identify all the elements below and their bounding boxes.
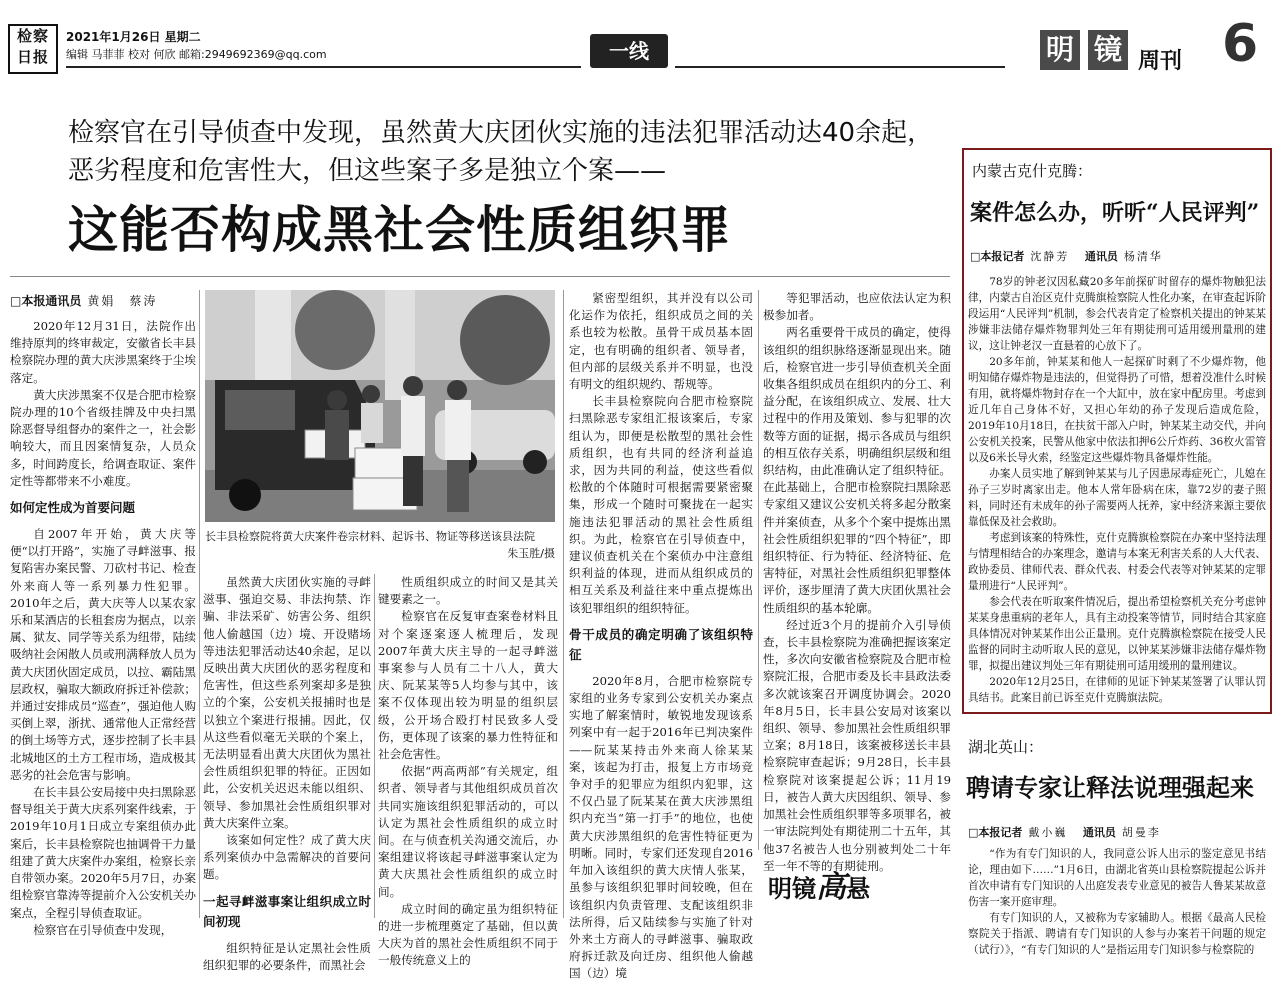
paragraph: 长丰县检察院向合肥市检察院扫黑除恶专家组汇报该案后，专家组认为，即便是松散型的黑社会性质组织，也有共同的经济利益追求，因为共同的利益，使这些看似松散的个体随时可根据需要紧密聚集，形成一个随时可聚拢在一起实施违法犯罪活动的黑社会性质组织。为此，检察官在引导侦查中，建议侦查机关在个案侦办中注意组织利益的体现，进而从组织成员的相互关系及利益往来中重点提炼出该犯罪组织的组织特征。	[569, 394, 753, 615]
column-divider	[199, 290, 200, 918]
paragraph: 在长丰县公安局接中央扫黑除恶督导组关于黄大庆系列案件线索，于2019年10月1日成立专案组侦办此案后，长丰县检察院也抽调骨干力量组建了黄大庆案件办案组，检察长亲自带领办案。2020年5月7日，办案组检察官靠涛等提前介入公安机关办案点，全程引导侦查取证。	[10, 785, 196, 920]
byline-names: 胡曼李	[1121, 826, 1161, 839]
paragraph: 有专门知识的人，又被称为专家辅助人。根据《最高人民检察院关于指派、聘请有专门知识的人参与办案若干问题的规定（试行）》，“有专门知识的人”是指运用专门知识参与检察院的	[968, 912, 1266, 956]
headline-rule	[10, 276, 950, 277]
paragraph: 组织特征是认定黑社会性质组织犯罪的必要条件，而黑社会	[203, 940, 371, 972]
photo-credit: 朱玉胜/摄	[507, 547, 555, 560]
sidebar2-region: 湖北英山：	[968, 738, 1044, 756]
paragraph: 2020年8月，合肥市检察院专家组的业务专家到公安机关办案点实地了解案情时，敏锐地发现该系列案中有一起于2016年已判决案件——阮某某持击外来商人徐某某案，该起为打击，报复上方市场竞争对手的犯罪应为组织内犯罪，这不仅凸显了阮某某在黄大庆涉黑组织内充当“第一打手”的地位，也使黄大庆涉黑组织的危害性特征更为明晰。同时，专家们还发现自2016年加入该组织的黄大庆情人张某，虽参与该组织犯罪时间较晚，但在该组织内负责管理、支配该组织非法所得，后又陆续参与实施了针对外来土方商人的寻衅滋事、骗取政府拆迁款及向迁房、组织他人偷越国（边）境	[569, 673, 753, 981]
paragraph: 紧密型组织，其并没有以公司化运作为依托，组织成员之间的关系也较为松散。虽骨干成员基本固定，也有明确的组织者、领导者，但内部的层级关系并不明显，也没有明文的组织规约、帮规等。	[569, 291, 753, 392]
sidebar2-body	[968, 846, 1266, 956]
paragraph: 78岁的钟老汉因私藏20多年前探矿时留存的爆炸物触犯法律，内蒙古自治区克什克腾旗检察院人性化办案，在审查起诉阶段运用“人民评判”机制，参会代表肯定了检察机关提出的钟某某涉嫌非法储存爆炸物罪判处三年有期徒刑可适用缓刑量刑的建议，这让钟老汉一直悬着的心放下了。	[968, 276, 1266, 352]
byline-label: □本报记者	[968, 826, 1023, 839]
section-badge: 一线	[590, 34, 668, 68]
paragraph: 参会代表在听取案件情况后，提出希望检察机关充分考虑钟某某身患重病的老年人，具有主动投案等情节，同时结合其家庭具体情况对钟某某作出公正量刑。克什克腾旗检察院在接受人民监督的同时主动听取人民的意见，以钟某某涉嫌非法储存爆炸物罪，拟提出建议判处三年有期徒刑可适用缓刑的量刑建议。	[968, 596, 1266, 672]
sidebar-region: 内蒙古克什克腾：	[972, 162, 1093, 180]
sidebar2-headline: 聘请专家让释法说理强起来	[966, 773, 1254, 802]
column-divider	[563, 290, 564, 918]
paragraph: 依据“两高两部”有关规定，组织者、领导者与其他组织成员首次共同实施该组织犯罪活动的，可以认定为黑社会性质组织的成立时间。在与侦查机关沟通交流后，办案组建议将该起寻衅滋事案认定为黄大庆黑社会性质组织的成立时间。	[378, 764, 558, 899]
masthead-rule-left	[66, 66, 581, 68]
caption-text: 长丰县检察院将黄大庆案件卷宗材料、起诉书、物证等移送该县法院	[205, 530, 535, 543]
paragraph: 考虑到该案的特殊性，克什克腾旗检察院在办案中坚持法理与情理相结合的办案理念，邀请与本案无利害关系的人大代表、政协委员、律师代表、群众代表、村委会代表等对钟某某的定罪量刑进行“人民评判”。	[968, 532, 1266, 592]
paragraph: 检察官在反复审查案卷材料且对个案逐案逐人梳理后，发现2007年黄大庆主导的一起寻衅滋事案参与人员有二十八人，黄大庆、阮某某等5人均参与其中，该案不仅体现出较为明显的组织层级，公开场合殴打村民致多人受伤，更体现了该案的暴力性特征和社会危害性。	[378, 609, 558, 762]
newspaper-logo: 检察日报	[8, 24, 58, 74]
byline-label: 通讯员	[1082, 826, 1116, 839]
subheading: 如何定性成为首要问题	[10, 500, 136, 516]
photo-caption	[205, 528, 555, 562]
mingjing-gaoxuan-logo	[768, 862, 870, 906]
sidebar2-byline	[968, 824, 1161, 840]
column-divider	[758, 290, 759, 850]
paragraph: 20多年前，钟某某和他人一起探矿时剩了不少爆炸物，他明知储存爆炸物是违法的，但觉得扔了可惜，想着没准什么时候有用，就将爆炸物封存在一个大缸中，放在家中配房里。考虑到近几年自己身体不好，又担心年幼的孙子发现后造成危险，2019年10月18日，在扶贫干部入户时，钟某某主动交代，并向公安机关投案，民警从他家中依法扣押6公斤炸药、36枚火雷管以及6米长导火索，经鉴定这些爆炸物具备爆炸性能。	[968, 356, 1266, 464]
article-column-4	[569, 290, 753, 981]
byline-names: 黄娟 蔡涛	[87, 294, 158, 308]
court-transfer-photo	[205, 290, 555, 522]
article-byline	[10, 292, 157, 309]
article-column-2	[203, 574, 371, 972]
paragraph: 自2007年开始，黄大庆等便“以打开路”，实施了寻衅滋事、报复陷害办案民警、刀砍村书记、检查外来商人等一系列暴力性犯罪。2010年之后，黄大庆等人以某农家乐和某酒店的长租套房为据点，以亲属、狱友、同学等关系为纽带，陆续吸纳社会闲散人员或刑满释放人员为黄大庆团伙固定成员，以拉、霸陆黑层政权，骗取大额政府拆迁补偿款；并通过安排成员“巡查”，强迫他人购买倒上翠，浙扰、通常他人正常经营的倒土场等方式，逐步控制了长丰县北城地区的土方工程市场，造成极其恶劣的社会危害与影响。	[10, 527, 196, 782]
photo-illustration	[205, 290, 555, 522]
paragraph: “作为有专门知识的人，我同意公诉人出示的鉴定意见书结论，理由如下……”1月6日，由湖北省英山县检察院提起公诉并首次申请有专门知识的人出庭发表专业意见的被告人鲁某某故意伤害一案开庭审理。	[968, 848, 1266, 908]
article-column-5	[763, 290, 951, 873]
paragraph: 检察官在引导侦查中发现，	[33, 922, 173, 937]
paragraph: 该案如何定性？成了黄大庆系列案侦办中急需解决的首要问题。	[203, 833, 371, 882]
editor-credits: 编辑 马菲菲 校对 何欣 邮箱:2949692369@qq.com	[66, 48, 327, 61]
paragraph: 性质组织成立的时间又是其关键要素之一。	[378, 575, 558, 607]
issue-date: 2021年1月26日 星期二	[66, 30, 201, 44]
subheading: 骨干成员的确定明确了该组织特征	[569, 626, 753, 662]
logo-text-3: 悬	[846, 874, 870, 903]
paragraph: 虽然黄大庆团伙实施的寻衅滋事、强迫交易、非法拘禁、诈骗、非法采矿、妨害公务、组织他人偷越国（边）境、开设赌场等违法犯罪活动达40余起，足以反映出黄大庆团伙的恶劣程度和危害性，但这些系列案却多是独立的个案，公安机关报捕时也是以独立个案进行报捕。因此，仅从这些看似毫无关联的个案上，无法明显看出黄大庆团伙为黑社会性质组织犯罪的特征。正因如此，公安机关迟迟未能以组织、领导、参加黑社会性质组织罪对黄大庆案件立案。	[203, 575, 371, 830]
paragraph: 2020年12月25日，在律师的见证下钟某某签署了认罪认罚具结书。此案目前已诉至克什克腾旗法院。	[968, 676, 1266, 704]
byline-names: 戴小巍	[1028, 826, 1068, 839]
sidebar-headline: 案件怎么办，听听“人民评判”	[970, 200, 1260, 226]
weekly-suffix: 周刊	[1138, 48, 1183, 74]
page-number: 6	[1222, 14, 1259, 74]
subheading: 一起寻衅滋事案让组织成立时间初现	[203, 893, 371, 929]
paragraph: 成立时间的确定虽为组织特征的进一步梳理奠定了基础，但以黄大庆为首的黑社会性质组织不同于一般传统意义上的	[378, 901, 558, 968]
paragraph: 两名重要骨干成员的确定，使得该组织的组织脉络逐渐显现出来。随后，检察官进一步引导侦查机关全面收集各组织成员在组织内的分工、利益分配，在该组织成立、发展、壮大过程中的作用及策划、参与犯罪的次数等方面的证据，揭示各成员与组织的相互依存关系，明确组织层级和组织结构，由此准确认定了组织特征。在此基础上，合肥市检察院扫黑除恶专家组又建议公安机关将多起分散案件并案侦查，从多个个案中提炼出黑社会性质组织犯罪的“四个特征”，即组织特征、行为特征、经济特征、危害特征，对黑社会性质组织犯罪整体评价，逐步厘清了黄大庆团伙黑社会性质组织的基本轮廓。	[763, 325, 951, 615]
article-column-1	[10, 318, 196, 937]
paragraph: 办案人员实地了解到钟某某与儿子因患尿毒症死亡，儿媳在孙子三岁时离家出走。他本人常年卧病在床，靠72岁的妻子照料，同时还有未成年的孙子需要两人抚养，家中经济来源主要依靠低保及社会救助。	[968, 468, 1266, 528]
paragraph: 经过近3个月的提前介入引导侦查，长丰县检察院为准确把握该案定性，多次向安徽省检察院及合肥市检察院汇报，合肥市委及长丰县政法委多次就该案召开调度协调会。2020年8月5日，长丰县公安局对该案以组织、领导、参加黑社会性质组织罪立案；8月18日，该案被移送长丰县检察院审查起诉；9月28日，长丰县检察院对该案提起公诉；11月19日，被告人黄大庆因组织、领导、参加黑社会性质组织罪等多项罪名，被一审法院判处有期徒刑二十五年，其他37名被告人也分别被判处二十年至一年不等的有期徒刑。	[763, 617, 951, 873]
sidebar-byline	[970, 248, 1163, 264]
paragraph: 黄大庆涉黑案不仅是合肥市检察院办理的10个省级挂牌及中央扫黑除恶督导组督办的案件之一，社会影响较大，而且因案情复杂，人员众多，时间跨度长，给调查取证、案件定性等都带来不小难度。	[10, 387, 196, 488]
logo-text-2: 高	[816, 870, 846, 905]
byline-label: □本报记者	[970, 250, 1025, 263]
byline-names: 沈静芳	[1030, 250, 1070, 263]
paragraph: 2020年12月31日，法院作出维持原判的终审裁定，安徽省长丰县检察院办理的黄大庆涉黑案终于尘埃落定。	[10, 319, 196, 385]
sidebar-body	[968, 274, 1266, 706]
byline-label: 通讯员	[1084, 250, 1118, 263]
article-headline: 这能否构成黑社会性质组织罪	[68, 200, 731, 259]
byline-names: 杨清华	[1123, 250, 1163, 263]
paragraph: 等犯罪活动，也应依法认定为积极参加者。	[763, 291, 951, 323]
article-column-3	[378, 574, 558, 968]
weekly-char-1: 明	[1040, 30, 1080, 70]
column-divider	[374, 574, 375, 918]
byline-label: □本报通讯员	[10, 294, 82, 308]
article-kicker: 检察官在引导侦查中发现，虽然黄大庆团伙实施的违法犯罪活动达40余起，恶劣程度和危害性大，但这些案子多是独立个案——	[68, 118, 934, 186]
weekly-char-2: 镜	[1088, 30, 1128, 70]
masthead-rule-right	[675, 66, 1005, 68]
logo-text-1: 明镜	[768, 874, 816, 903]
